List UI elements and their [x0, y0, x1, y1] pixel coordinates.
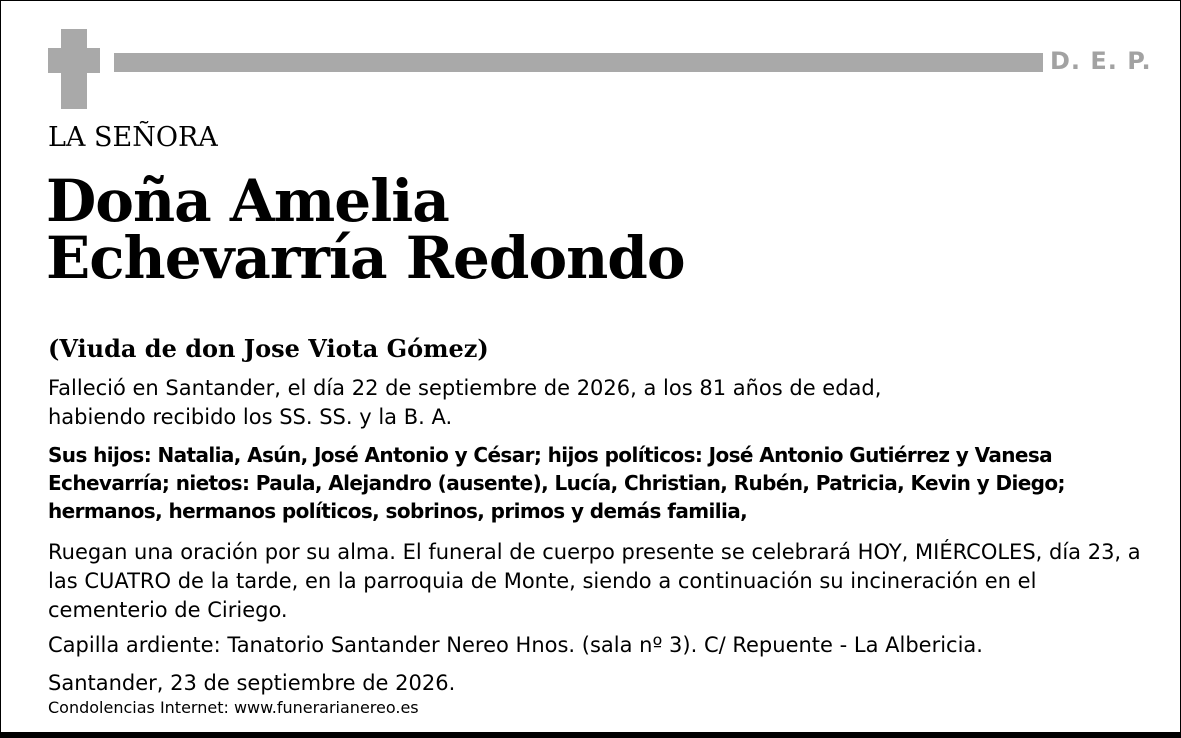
death-line-2: habiendo recibido los SS. SS. y la B. A. — [48, 405, 453, 429]
chapel-details: Capilla ardiente: Tanatorio Santander Nereo Hnos. (sala nº 3). C/ Repuente - La Albericia. — [48, 633, 983, 657]
widow-note: (Viuda de don Jose Viota Gómez) — [48, 334, 489, 363]
deceased-name-line-2: Echevarría Redondo — [46, 224, 685, 292]
place-date: Santander, 23 de septiembre de 2026. — [48, 671, 456, 695]
funeral-details: Ruegan una oración por su alma. El funeral de cuerpo presente se celebrará HOY, MIÉRCOLES, día 23, a las CUATRO de la tarde, en la parroquia de Monte, siendo a continuación su incineración en el cementerio de Ciriego. — [48, 540, 1141, 622]
family-list: Sus hijos: Natalia, Asún, José Antonio y César; hijos políticos: José Antonio Gutiérrez y Vanesa Echevarría; nietos: Paula, Alejandro (ausente), Lucía, Christian, Rubén, Patricia, Kevin y Diego; hermanos, hermanos políticos, sobrinos, primos y demás familia, — [48, 443, 1065, 523]
death-line-1: Falleció en Santander, el día 22 de septiembre de 2026, a los 81 años de edad, — [48, 376, 882, 400]
deceased-name-line-1: Doña Amelia — [46, 167, 449, 235]
death-announcement — [48, 374, 1143, 432]
honorific: LA SEÑORA — [48, 122, 218, 153]
dep-label: D. E. P. — [1050, 47, 1152, 75]
condolences-link[interactable]: Condolencias Internet: www.funerarianereo.es — [48, 698, 419, 717]
header-rule — [114, 53, 1043, 72]
cross-horizontal-bar — [48, 48, 100, 73]
